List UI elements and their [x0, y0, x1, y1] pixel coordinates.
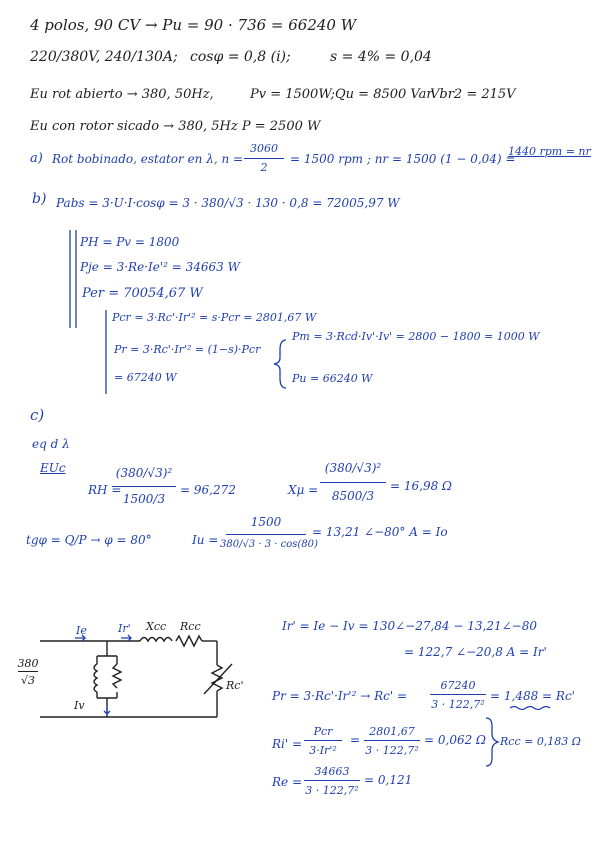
part-b-per: Per = 70054,67 W: [82, 286, 203, 301]
calc-re-lhs: Re =: [272, 775, 303, 789]
header-line-3a: Eu rot abierto → 380, 50Hz,: [30, 87, 214, 102]
ie-label: Ie: [76, 624, 87, 637]
part-a-frac-den: 2: [260, 161, 268, 174]
part-c-label: c): [30, 406, 45, 424]
part-a-text: Rot bobinado, estator en λ, n =: [52, 152, 244, 166]
calc-re-result: = 0,121: [364, 773, 413, 787]
voltage-den: √3: [20, 674, 35, 687]
header-line-2a: 220/380V, 240/130A;: [30, 49, 178, 65]
calc-rcc: Rcc = 0,183 Ω: [500, 735, 581, 748]
xu-lhs: Xμ =: [288, 483, 319, 497]
part-a-frac-num: 3060: [250, 142, 278, 155]
part-b-ph: PH = Pv = 1800: [80, 235, 180, 249]
calc-ri-bar-2: [364, 740, 420, 741]
calc-pr-num: 67240: [440, 679, 476, 692]
header-line-2c: s = 4% = 0,04: [330, 49, 432, 65]
xu-den: 8500/3: [331, 489, 375, 503]
header-line-3d: Vbr2 = 215V: [430, 87, 516, 102]
rh-lhs: RH =: [88, 483, 122, 497]
rcc-label: Rcc: [180, 620, 201, 633]
part-b-pje: Pje = 3·Re·Ie'² = 34663 W: [80, 260, 240, 274]
calc-ri-den-2: 3 · 122,7²: [365, 744, 419, 757]
header-line-1: 4 polos, 90 CV → Pu = 90 · 736 = 66240 W: [30, 16, 357, 34]
header-line-3c: Qu = 8500 Var: [335, 87, 433, 102]
tg-phi: tgφ = Q/P → φ = 80°: [26, 533, 152, 547]
part-c-eq: eq d λ: [32, 437, 70, 451]
voltage-bar: [18, 671, 38, 672]
calc-re-num: 34663: [314, 765, 350, 778]
voltage-num: 380: [17, 657, 39, 670]
iu-result: = 13,21 ∠−80° A = Io: [312, 525, 448, 539]
ir-label: Ir': [118, 622, 131, 635]
iu-den: 380/√3 · 3 · cos(80): [220, 539, 318, 550]
part-b-pr-2: = 67240 W: [114, 371, 177, 384]
xu-num: (380/√3)²: [324, 461, 382, 475]
header-line-2b: cosφ = 0,8 (i);: [190, 49, 291, 65]
rh-den: 1500/3: [122, 492, 166, 506]
xcc-label: Xcc: [146, 620, 167, 633]
xu-result: = 16,98 Ω: [390, 479, 452, 493]
calc-pr-bar: [430, 694, 486, 695]
calc-ri-num: Pcr: [313, 725, 333, 738]
part-b-pabs: Pabs = 3·U·I·cosφ = 3 · 380/√3 · 130 · 0,8 = 72005,97 W: [56, 196, 400, 210]
calc-ri-bar: [304, 740, 342, 741]
iu-num: 1500: [250, 515, 282, 529]
calc-ir-2: = 122,7 ∠−20,8 A = Ir': [404, 645, 547, 659]
calc-ri-result: = 0,062 Ω: [424, 733, 486, 747]
part-b-pcr: Pcr = 3·Rc'·Ir'² = s·Pcr = 2801,67 W: [112, 311, 317, 324]
iv-label: Iv: [74, 699, 85, 712]
part-a-highlight: 1440 rpm = nr: [508, 145, 591, 158]
rh-num: (380/√3)²: [115, 466, 173, 480]
calc-re-bar: [304, 780, 360, 781]
rh-result: = 96,272: [180, 483, 236, 497]
header-line-3b: Pv = 1500W;: [250, 87, 335, 102]
part-b-pm: Pm = 3·Rcd·Iv'·Iv' = 2800 − 1800 = 1000 W: [292, 330, 540, 343]
iu-lhs: Iu =: [192, 533, 219, 547]
part-b-pu: Pu = 66240 W: [292, 372, 373, 385]
rc-label: Rc': [226, 679, 244, 692]
calc-ri-num-2: 2801,67: [369, 725, 415, 738]
calc-ri-den: 3·Ir'²: [309, 744, 337, 757]
part-b-pr-1: Pr = 3·Rc'·Ir'² = (1−s)·Pcr: [114, 343, 261, 356]
calc-pr-result: = 1,488 = Rc': [490, 689, 575, 703]
calc-ri-lhs: Ri' =: [272, 737, 303, 751]
calc-pr-den: 3 · 122,7²: [431, 698, 485, 711]
part-b-label: b): [32, 191, 47, 207]
header-line-4: Eu con rotor sicado → 380, 5Hz P = 2500 W: [30, 119, 321, 134]
calc-re-den: 3 · 122,7²: [305, 784, 359, 797]
calc-ir-1: Ir' = Ie − Iv = 130∠−27,84 − 13,21∠−80: [282, 619, 537, 633]
calc-pr: Pr = 3·Rc'·Ir'² → Rc' =: [272, 689, 408, 703]
part-a-result: = 1500 rpm ; nr = 1500 (1 − 0,04) =: [290, 152, 516, 166]
calc-ri-eq: =: [350, 733, 361, 747]
part-a-label: a): [30, 151, 43, 166]
part-c-euc: EUc: [40, 461, 66, 475]
